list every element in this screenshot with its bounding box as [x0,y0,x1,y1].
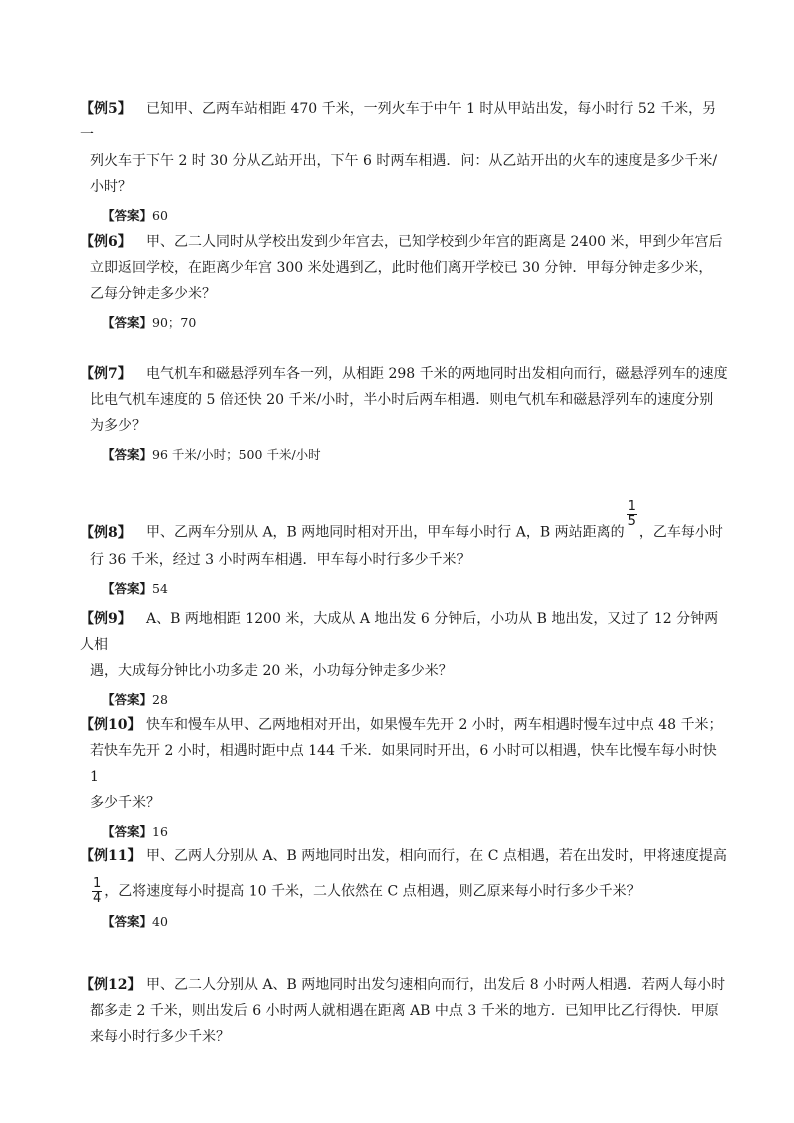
fraction-one-fifth [627,500,637,529]
question [80,843,730,869]
question-line: ，乙将速度每小时提高 10 千米，二人依然在 C 点相遇，则乙原来每小时行多少千米？ [104,883,641,900]
answer-label: 【答案】 [102,447,153,462]
question-line: 小时？ [90,179,132,195]
problem-7 [80,361,730,465]
problem-tag: 【例10】 [80,717,142,733]
answer [80,579,730,599]
answer [80,313,730,333]
question-line: 甲、乙两人分别从 A、B 两地同时出发，相向而行，在 C 点相遇，若在出发时，甲将速度提高 [146,848,727,864]
problem-tag: 【例5】 [80,101,132,117]
fraction-denominator: 5 [627,514,636,529]
problem-11 [80,843,730,932]
answer [80,206,730,226]
answer-value: 60 [152,208,168,223]
question-line: 遇，大成每分钟比小功多走 20 米，小功每分钟走多少米？ [90,663,453,679]
problem-tag: 【例12】 [80,977,142,993]
question-line: 已知甲、乙两车站相距 470 千米，一列火车于中午 1 时从甲站出发，每小时行 52 千米，另一 [80,101,717,143]
question-line: 甲、乙二人分别从 A、B 两地同时出发匀速相向而行，出发后 8 小时两人相遇．若两人每小时 [146,977,726,993]
question [80,96,730,148]
answer-value: 90；70 [152,315,197,330]
question [80,877,730,906]
question [80,712,730,738]
answer [80,445,730,465]
answer-label: 【答案】 [102,315,153,330]
question-line: 都多走 2 千米，则出发后 6 小时两人就相遇在距离 AB 中点 3 千米的地方．已知甲比乙行得快．甲原 [90,1003,719,1019]
fraction-numerator: 1 [627,499,636,514]
problem-tag: 【例11】 [80,848,142,864]
answer-value: 96 千米/小时；500 千米/小时 [152,447,321,462]
answer-label: 【答案】 [102,914,153,929]
question-line: 立即返回学校，在距离少年宫 300 米处遇到乙，此时他们离开学校已 30 分钟．甲每分钟走多少米， [90,260,713,276]
question-line: 电气机车和磁悬浮列车各一列，从相距 298 千米的两地同时出发相向而行，磁悬浮列车的速度 [146,366,728,382]
problem-5 [80,96,730,226]
question [80,972,730,998]
problem-9 [80,606,730,710]
question-line: 行 36 千米，经过 3 小时两车相遇．甲车每小时行多少千米？ [90,552,471,568]
question-line: 乙每分钟走多少米？ [90,286,216,302]
problem-8 [80,499,730,599]
fraction-one-quarter [92,877,102,906]
problem-10 [80,712,730,842]
question-line: 甲、乙两车分别从 A，B 两地同时相对开出，甲车每小时行 A，B 两站距离的 [146,524,625,541]
answer [80,822,730,842]
question-line: ，乙车每小时 [638,524,723,541]
question [80,499,730,547]
problem-tag: 【例8】 [80,524,132,541]
question-line: 来每小时行多少千米？ [90,1029,230,1045]
answer-label: 【答案】 [102,581,153,596]
answer-value: 40 [152,914,168,929]
answer-label: 【答案】 [102,824,153,839]
question [80,361,730,387]
problem-12 [80,972,730,1050]
problem-tag: 【例9】 [80,611,132,627]
question-line: 为多少？ [90,418,146,434]
answer-value: 54 [152,581,168,596]
answer [80,690,730,710]
question-line: 快车和慢车从甲、乙两地相对开出，如果慢车先开 2 小时，两车相遇时慢车过中点 48 千米； [146,717,723,733]
fraction-numerator: 1 [93,876,102,891]
question-line: 多少千米？ [90,795,160,811]
answer-value: 28 [152,692,168,707]
fraction-denominator: 4 [93,891,102,906]
question-line: 若快车先开 2 小时，相遇时距中点 144 千米．如果同时开出，6 小时可以相遇，快车比慢车每小时快 1 [90,743,731,785]
question-line: 列火车于下午 2 时 30 分从乙站开出，下午 6 时两车相遇．问：从乙站开出的火车的速度是多少千米/ [90,153,718,169]
question-line: 比电气机车速度的 5 倍还快 20 千米/小时，半小时后两车相遇．则电气机车和磁悬浮列车的速度分别 [90,392,714,408]
problem-tag: 【例6】 [80,234,132,250]
answer [80,912,730,932]
question [80,229,730,255]
problem-6 [80,229,730,333]
question [80,606,730,658]
answer-value: 16 [152,824,168,839]
answer-label: 【答案】 [102,208,153,223]
question-line: 甲、乙二人同时从学校出发到少年宫去，已知学校到少年宫的距离是 2400 米，甲到少年宫后 [146,234,723,250]
question-line: A、B 两地相距 1200 米，大成从 A 地出发 6 分钟后，小功从 B 地出发，又过了 12 分钟两人相 [80,611,719,653]
problem-tag: 【例7】 [80,366,132,382]
answer-label: 【答案】 [102,692,153,707]
